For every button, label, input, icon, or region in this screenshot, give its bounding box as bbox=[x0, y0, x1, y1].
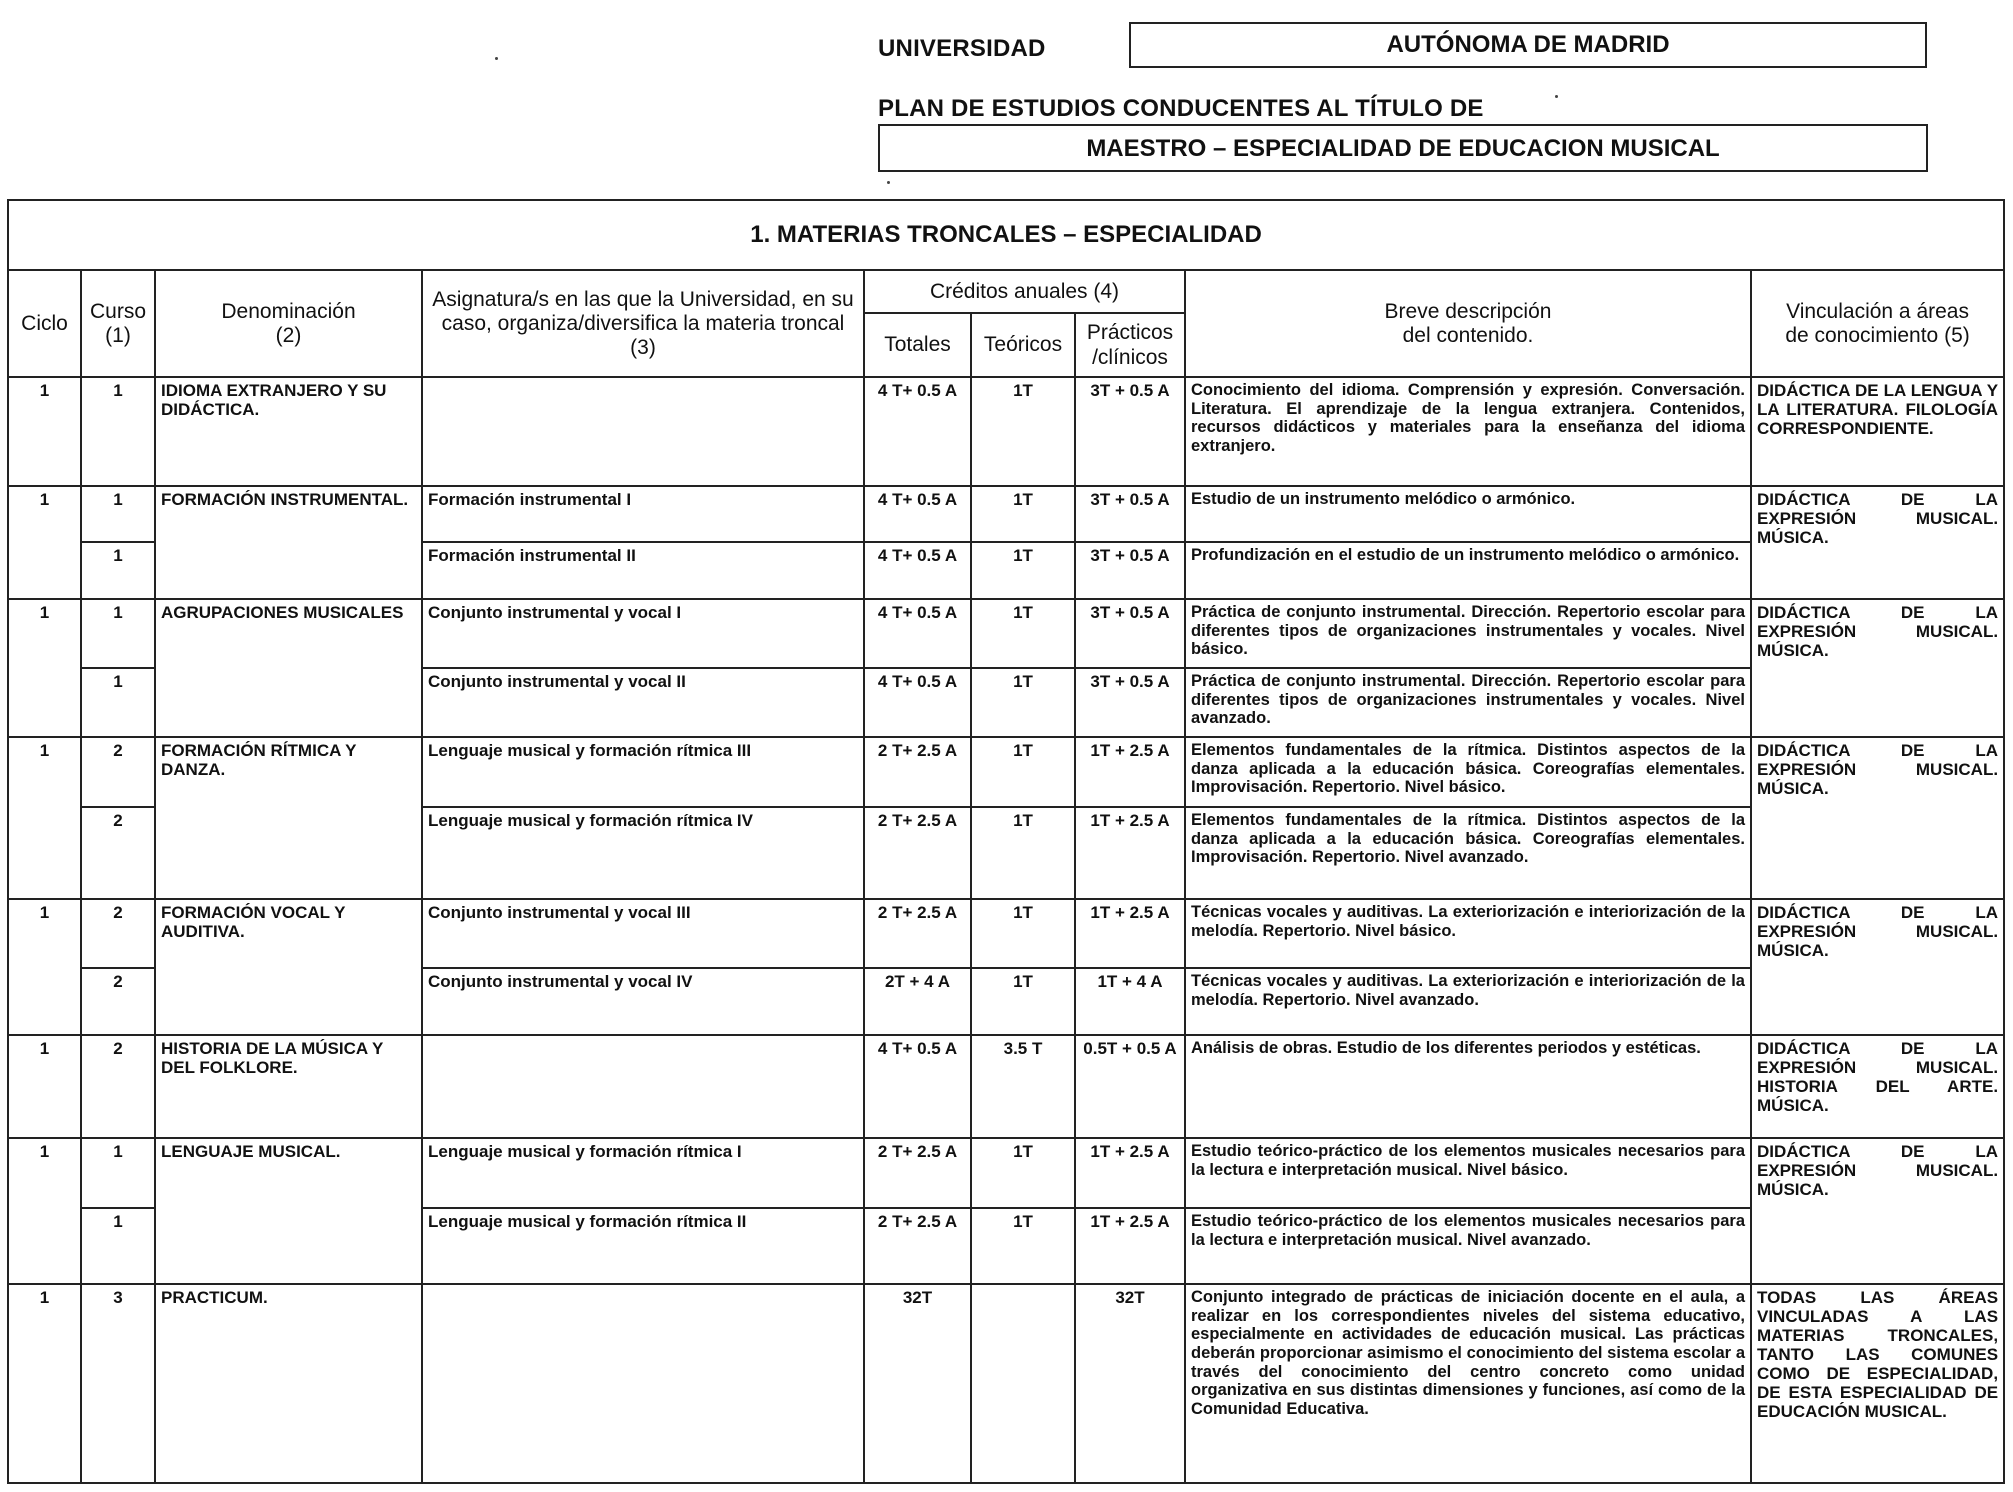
study-plan-table bbox=[7, 199, 2005, 1484]
vinculacion-cell: DIDÁCTICA DE LA EXPRESIÓN MUSICAL. MÚSICA. bbox=[1751, 899, 2004, 1035]
curso-cell: 1 bbox=[81, 377, 155, 486]
table-row bbox=[8, 737, 2004, 807]
scan-speck-3 bbox=[887, 181, 890, 184]
header-totales: Totales bbox=[864, 313, 971, 377]
table-row bbox=[8, 1284, 2004, 1483]
totales-cell: 32T bbox=[864, 1284, 971, 1483]
curso-cell: 2 bbox=[81, 737, 155, 807]
header-curso-text: Curso (1) bbox=[89, 299, 147, 347]
ciclo-cell: 1 bbox=[8, 486, 81, 599]
header-denominacion-text: Denominación (2) bbox=[221, 299, 356, 347]
university-label: UNIVERSIDAD bbox=[878, 35, 1046, 62]
vinculacion-cell: TODAS LAS ÁREAS VINCULADAS A LAS MATERIAS TRONCALES, TANTO LAS COMUNES COMO DE ESPECIALIDAD, DE ESTA ESPECIALIDAD DE EDUCACIÓN MUSICAL. bbox=[1751, 1284, 2004, 1483]
curso-cell: 1 bbox=[81, 542, 155, 599]
header-practicos-text: Prácticos /clínicos bbox=[1086, 321, 1174, 369]
descripcion-cell: Práctica de conjunto instrumental. Dirección. Repertorio escolar para diferentes tipos de organizaciones instrumentales y vocales. Nivel avanzado. bbox=[1185, 668, 1751, 737]
ciclo-cell: 1 bbox=[8, 1138, 81, 1284]
asignatura-cell: Lenguaje musical y formación rítmica II bbox=[422, 1208, 864, 1284]
denominacion-cell: IDIOMA EXTRANJERO Y SU DIDÁCTICA. bbox=[155, 377, 422, 486]
asignatura-cell: Lenguaje musical y formación rítmica I bbox=[422, 1138, 864, 1208]
ciclo-cell: 1 bbox=[8, 377, 81, 486]
denominacion-cell: FORMACIÓN RÍTMICA Y DANZA. bbox=[155, 737, 422, 899]
curso-cell: 1 bbox=[81, 1138, 155, 1208]
totales-cell: 2 T+ 2.5 A bbox=[864, 899, 971, 968]
asignatura-cell bbox=[422, 377, 864, 486]
denominacion-cell: FORMACIÓN INSTRUMENTAL. bbox=[155, 486, 422, 599]
header-creditos: Créditos anuales (4) bbox=[864, 270, 1185, 313]
descripcion-cell: Análisis de obras. Estudio de los diferentes periodos y estéticas. bbox=[1185, 1035, 1751, 1138]
asignatura-cell: Lenguaje musical y formación rítmica III bbox=[422, 737, 864, 807]
teoricos-cell: 1T bbox=[971, 968, 1075, 1035]
teoricos-cell: 1T bbox=[971, 486, 1075, 542]
totales-cell: 4 T+ 0.5 A bbox=[864, 486, 971, 542]
curso-cell: 1 bbox=[81, 599, 155, 668]
vinculacion-cell: DIDÁCTICA DE LA EXPRESIÓN MUSICAL. HISTORIA DEL ARTE. MÚSICA. bbox=[1751, 1035, 2004, 1138]
header-vinculacion bbox=[1751, 270, 2004, 377]
header-descripcion bbox=[1185, 270, 1751, 377]
denominacion-cell: PRACTICUM. bbox=[155, 1284, 422, 1483]
teoricos-cell bbox=[971, 1284, 1075, 1483]
table-row bbox=[8, 1138, 2004, 1208]
totales-cell: 2 T+ 2.5 A bbox=[864, 1208, 971, 1284]
descripcion-cell: Técnicas vocales y auditivas. La exteriorización e interiorización de la melodía. Repertorio. Nivel básico. bbox=[1185, 899, 1751, 968]
curso-cell: 1 bbox=[81, 1208, 155, 1284]
plan-label: PLAN DE ESTUDIOS CONDUCENTES AL TÍTULO DE bbox=[878, 95, 1484, 122]
table-row bbox=[8, 599, 2004, 668]
practicos-cell: 1T + 4 A bbox=[1075, 968, 1185, 1035]
teoricos-cell: 3.5 T bbox=[971, 1035, 1075, 1138]
practicos-cell: 3T + 0.5 A bbox=[1075, 599, 1185, 668]
scan-speck-2 bbox=[1555, 95, 1558, 98]
totales-cell: 2 T+ 2.5 A bbox=[864, 807, 971, 899]
practicos-cell: 1T + 2.5 A bbox=[1075, 899, 1185, 968]
teoricos-cell: 1T bbox=[971, 899, 1075, 968]
curso-cell: 2 bbox=[81, 899, 155, 968]
descripcion-cell: Estudio teórico-práctico de los elementos musicales necesarios para la lectura e interpretación musical. Nivel básico. bbox=[1185, 1138, 1751, 1208]
curso-cell: 1 bbox=[81, 486, 155, 542]
totales-cell: 2T + 4 A bbox=[864, 968, 971, 1035]
descripcion-cell: Práctica de conjunto instrumental. Dirección. Repertorio escolar para diferentes tipos de organizaciones instrumentales y vocales. Nivel básico. bbox=[1185, 599, 1751, 668]
university-value: AUTÓNOMA DE MADRID bbox=[1129, 22, 1927, 68]
totales-cell: 2 T+ 2.5 A bbox=[864, 1138, 971, 1208]
degree-title: MAESTRO – ESPECIALIDAD DE EDUCACION MUSICAL bbox=[878, 124, 1928, 172]
descripcion-cell: Estudio teórico-práctico de los elementos musicales necesarios para la lectura e interpretación musical. Nivel avanzado. bbox=[1185, 1208, 1751, 1284]
teoricos-cell: 1T bbox=[971, 668, 1075, 737]
denominacion-cell: LENGUAJE MUSICAL. bbox=[155, 1138, 422, 1284]
practicos-cell: 1T + 2.5 A bbox=[1075, 1138, 1185, 1208]
header-practicos bbox=[1075, 313, 1185, 377]
totales-cell: 4 T+ 0.5 A bbox=[864, 377, 971, 486]
curso-cell: 2 bbox=[81, 968, 155, 1035]
practicos-cell: 1T + 2.5 A bbox=[1075, 807, 1185, 899]
practicos-cell: 3T + 0.5 A bbox=[1075, 542, 1185, 599]
table-row bbox=[8, 377, 2004, 486]
header-asignatura: Asignatura/s en las que la Universidad, en su caso, organiza/diversifica la materia troncal (3) bbox=[422, 270, 864, 377]
ciclo-cell: 1 bbox=[8, 899, 81, 1035]
header-ciclo: Ciclo bbox=[8, 270, 81, 377]
header-vinculacion-text: Vinculación a áreas de conocimiento (5) bbox=[1785, 299, 1970, 347]
vinculacion-cell: DIDÁCTICA DE LA EXPRESIÓN MUSICAL. MÚSICA. bbox=[1751, 1138, 2004, 1284]
totales-cell: 4 T+ 0.5 A bbox=[864, 542, 971, 599]
table-row bbox=[8, 1035, 2004, 1138]
curso-cell: 2 bbox=[81, 1035, 155, 1138]
practicos-cell: 1T + 2.5 A bbox=[1075, 737, 1185, 807]
table-row bbox=[8, 899, 2004, 968]
teoricos-cell: 1T bbox=[971, 1138, 1075, 1208]
asignatura-cell: Conjunto instrumental y vocal I bbox=[422, 599, 864, 668]
teoricos-cell: 1T bbox=[971, 599, 1075, 668]
teoricos-cell: 1T bbox=[971, 542, 1075, 599]
practicos-cell: 3T + 0.5 A bbox=[1075, 486, 1185, 542]
teoricos-cell: 1T bbox=[971, 737, 1075, 807]
practicos-cell: 0.5T + 0.5 A bbox=[1075, 1035, 1185, 1138]
teoricos-cell: 1T bbox=[971, 807, 1075, 899]
descripcion-cell: Conjunto integrado de prácticas de iniciación docente en el aula, a realizar en los correspondientes niveles del sistema educativo, especialmente en actividades de educación musical. Las prácticas deberán proporcionar asimismo el conocimiento del sistema escolar a través del conocimiento del centro concreto como unidad organizativa en sus distintas dimensiones y funciones, así como de la Comunidad Educativa. bbox=[1185, 1284, 1751, 1483]
denominacion-cell: AGRUPACIONES MUSICALES bbox=[155, 599, 422, 737]
totales-cell: 4 T+ 0.5 A bbox=[864, 599, 971, 668]
practicos-cell: 3T + 0.5 A bbox=[1075, 377, 1185, 486]
asignatura-cell: Formación instrumental II bbox=[422, 542, 864, 599]
table-row bbox=[8, 486, 2004, 542]
descripcion-cell: Conocimiento del idioma. Comprensión y expresión. Conversación. Literatura. El aprendizaje de la lengua extranjera. Contenidos, recursos didácticos y materiales para la enseñanza del idioma extranjero. bbox=[1185, 377, 1751, 486]
teoricos-cell: 1T bbox=[971, 1208, 1075, 1284]
header-denominacion bbox=[155, 270, 422, 377]
curso-cell: 3 bbox=[81, 1284, 155, 1483]
vinculacion-cell: DIDÁCTICA DE LA EXPRESIÓN MUSICAL. MÚSICA. bbox=[1751, 486, 2004, 599]
descripcion-cell: Técnicas vocales y auditivas. La exteriorización e interiorización de la melodía. Repertorio. Nivel avanzado. bbox=[1185, 968, 1751, 1035]
practicos-cell: 1T + 2.5 A bbox=[1075, 1208, 1185, 1284]
table-banner: 1. MATERIAS TRONCALES – ESPECIALIDAD bbox=[8, 200, 2004, 270]
denominacion-cell: FORMACIÓN VOCAL Y AUDITIVA. bbox=[155, 899, 422, 1035]
practicos-cell: 32T bbox=[1075, 1284, 1185, 1483]
asignatura-cell: Conjunto instrumental y vocal III bbox=[422, 899, 864, 968]
header-teoricos: Teóricos bbox=[971, 313, 1075, 377]
descripcion-cell: Estudio de un instrumento melódico o armónico. bbox=[1185, 486, 1751, 542]
descripcion-cell: Elementos fundamentales de la rítmica. Distintos aspectos de la danza aplicada a la educación básica. Coreografías elementales. Improvisación. Repertorio. Nivel avanzado. bbox=[1185, 807, 1751, 899]
ciclo-cell: 1 bbox=[8, 599, 81, 737]
header-descripcion-text: Breve descripción del contenido. bbox=[1384, 299, 1552, 347]
totales-cell: 2 T+ 2.5 A bbox=[864, 737, 971, 807]
header-curso bbox=[81, 270, 155, 377]
asignatura-cell: Conjunto instrumental y vocal II bbox=[422, 668, 864, 737]
asignatura-cell: Lenguaje musical y formación rítmica IV bbox=[422, 807, 864, 899]
asignatura-cell bbox=[422, 1035, 864, 1138]
totales-cell: 4 T+ 0.5 A bbox=[864, 668, 971, 737]
vinculacion-cell: DIDÁCTICA DE LA EXPRESIÓN MUSICAL. MÚSICA. bbox=[1751, 737, 2004, 899]
teoricos-cell: 1T bbox=[971, 377, 1075, 486]
asignatura-cell: Formación instrumental I bbox=[422, 486, 864, 542]
ciclo-cell: 1 bbox=[8, 1284, 81, 1483]
vinculacion-cell: DIDÁCTICA DE LA LENGUA Y LA LITERATURA. FILOLOGÍA CORRESPONDIENTE. bbox=[1751, 377, 2004, 486]
asignatura-cell: Conjunto instrumental y vocal IV bbox=[422, 968, 864, 1035]
ciclo-cell: 1 bbox=[8, 737, 81, 899]
descripcion-cell: Profundización en el estudio de un instrumento melódico o armónico. bbox=[1185, 542, 1751, 599]
curso-cell: 1 bbox=[81, 668, 155, 737]
scan-speck-1 bbox=[495, 57, 498, 60]
denominacion-cell: HISTORIA DE LA MÚSICA Y DEL FOLKLORE. bbox=[155, 1035, 422, 1138]
vinculacion-cell: DIDÁCTICA DE LA EXPRESIÓN MUSICAL. MÚSICA. bbox=[1751, 599, 2004, 737]
practicos-cell: 3T + 0.5 A bbox=[1075, 668, 1185, 737]
asignatura-cell bbox=[422, 1284, 864, 1483]
curso-cell: 2 bbox=[81, 807, 155, 899]
ciclo-cell: 1 bbox=[8, 1035, 81, 1138]
totales-cell: 4 T+ 0.5 A bbox=[864, 1035, 971, 1138]
descripcion-cell: Elementos fundamentales de la rítmica. Distintos aspectos de la danza aplicada a la educación básica. Coreografías elementales. Improvisación. Repertorio. Nivel básico. bbox=[1185, 737, 1751, 807]
